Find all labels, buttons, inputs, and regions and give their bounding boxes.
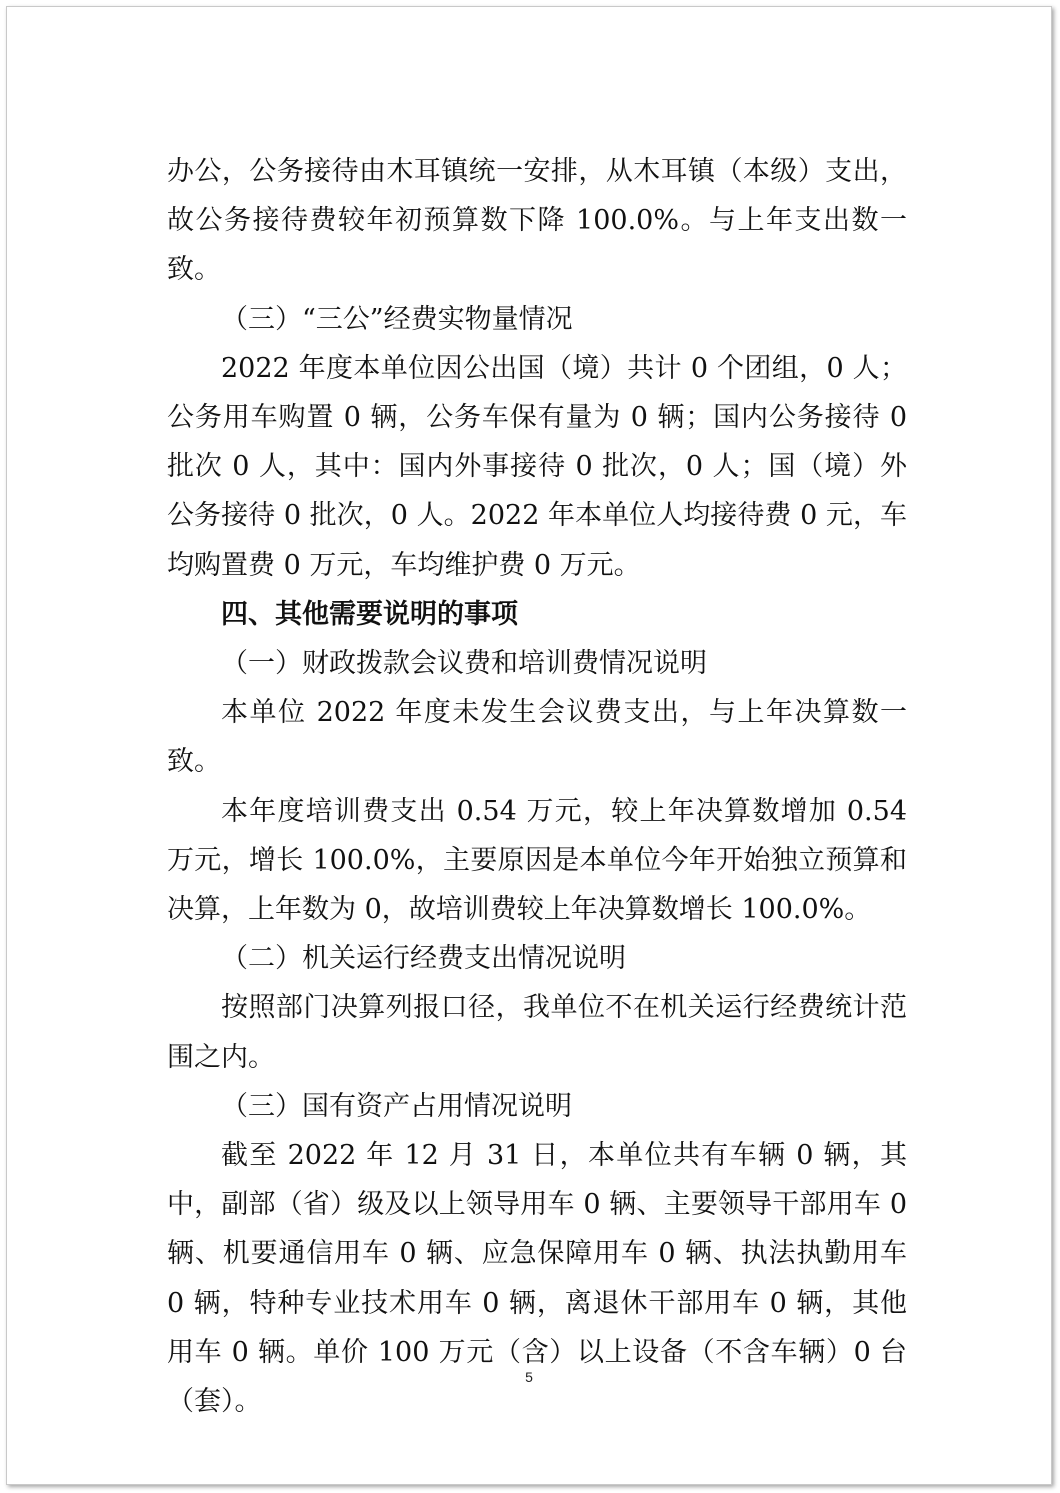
page-content (167, 147, 907, 1426)
paragraph-state-assets: 截至 2022 年 12 月 31 日，本单位共有车辆 0 辆，其中，副部（省）级及以上领导用车 0 辆、主要领导干部用车 0 辆、机要通信用车 0 辆、应急保障用车 0 辆、执法执勤用车 0 辆，特种专业技术用车 0 辆，离退休干部用车 0 辆，其他用车 0 辆。单价 100 万元（含）以上设备（不含车辆）0 台（套）。 (167, 1140, 907, 1418)
document-page (6, 6, 1052, 1485)
paragraph-meeting-fees: 本单位 2022 年度未发生会议费支出，与上年决算数一致。 (167, 697, 907, 778)
section-heading-other-matters: 四、其他需要说明的事项 (221, 598, 518, 630)
subheading-meeting-training-fees: （一）财政拨款会议费和培训费情况说明 (221, 648, 707, 680)
subheading-agency-operating-costs: （二）机关运行经费支出情况说明 (221, 943, 626, 975)
paragraph-three-public-quantity: 2022 年度本单位因公出国（境）共计 0 个团组，0 人；公务用车购置 0 辆，公务车保有量为 0 辆；国内公务接待 0 批次 0 人，其中：国内外事接待 0 批次，0 人；国（境）外公务接待 0 批次，0 人。2022 年本单位人均接待费 0 元，车均购置费 0 万元，车均维护费 0 万元。 (167, 352, 907, 581)
subheading-state-assets: （三）国有资产占用情况说明 (221, 1090, 572, 1122)
paragraph-public-reception-note: 办公，公务接待由木耳镇统一安排，从木耳镇（本级）支出，故公务接待费较年初预算数下降 100.0%。与上年支出数一致。 (167, 156, 907, 286)
page-number: 5 (525, 1369, 533, 1385)
paragraph-training-fees: 本年度培训费支出 0.54 万元，较上年决算数增加 0.54 万元，增长 100.0%，主要原因是本单位今年开始独立预算和决算，上年数为 0，故培训费较上年决算数增长 100.0%。 (167, 795, 907, 926)
paragraph-agency-operating-costs: 按照部门决算列报口径，我单位不在机关运行经费统计范围之内。 (167, 992, 907, 1073)
subheading-three-public-quantity: （三）“三公”经费实物量情况 (221, 303, 573, 335)
